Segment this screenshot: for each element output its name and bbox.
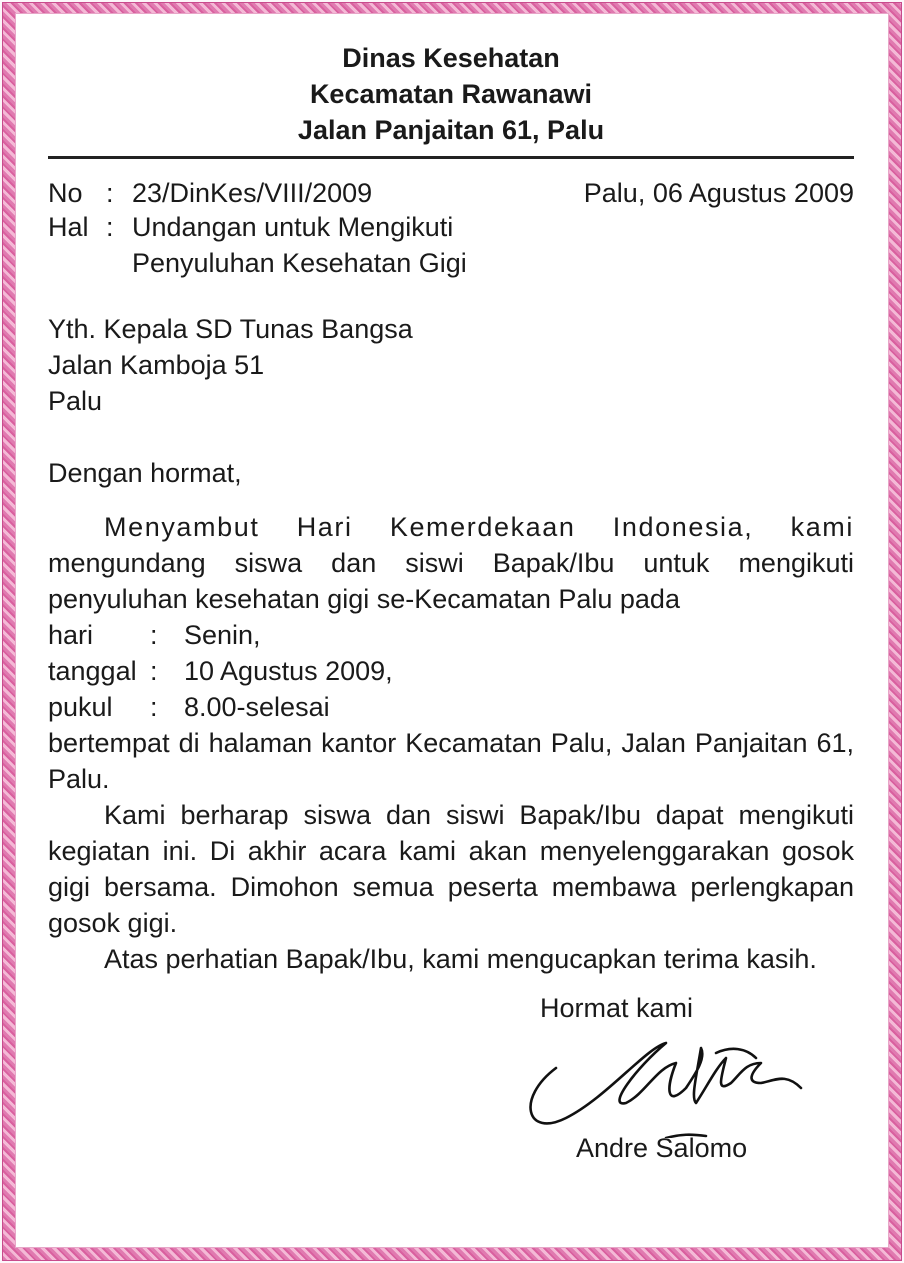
letter-number: 23/DinKes/VIII/2009 xyxy=(132,178,373,208)
signer-name: Andre Salomo xyxy=(576,1133,748,1163)
closing-block xyxy=(540,990,820,1166)
schedule-row-date xyxy=(48,653,854,689)
body-p1-line-2: mengundang siswa dan siswi Bapak/Ibu untuk mengikuti xyxy=(48,548,854,578)
addressee-block xyxy=(48,311,854,419)
schedule-value: 10 Agustus 2009, xyxy=(184,656,393,686)
schedule-colon: : xyxy=(150,692,158,722)
body-paragraph-1 xyxy=(48,509,854,797)
subject-line-2: Penyuluhan Kesehatan Gigi xyxy=(132,248,467,278)
letterhead-district: Kecamatan Rawanawi xyxy=(309,79,593,109)
letterhead-address: Jalan Panjaitan 61, Palu xyxy=(297,115,605,145)
letterhead-divider xyxy=(48,156,854,159)
body-paragraph-3: Atas perhatian Bapak/Ibu, kami mengucapkan terima kasih. xyxy=(104,944,817,974)
subject-line-1: Undangan untuk Mengikuti xyxy=(132,212,454,242)
schedule-value: Senin, xyxy=(184,620,261,650)
letter-date: Palu, 06 Agustus 2009 xyxy=(583,178,854,208)
letterhead xyxy=(48,40,854,148)
addressee-street: Jalan Kamboja 51 xyxy=(48,350,265,380)
number-colon: : xyxy=(106,178,114,208)
subject-label: Hal xyxy=(48,212,89,242)
schedule-label: tanggal xyxy=(48,656,137,686)
signature-image xyxy=(516,1028,816,1138)
body-p1-venue: bertempat di halaman kantor Kecamatan Palu, Jalan Panjaitan 61, Palu. xyxy=(48,728,854,794)
addressee-name: Yth. Kepala SD Tunas Bangsa xyxy=(48,314,413,344)
closing-salutation: Hormat kami xyxy=(540,993,694,1023)
letter-meta xyxy=(48,175,854,278)
schedule-value: 8.00-selesai xyxy=(184,692,330,722)
addressee-city: Palu xyxy=(48,386,103,416)
body-p1-line-1: Menyambut Hari Kemerdekaan Indonesia, kami xyxy=(104,512,854,542)
schedule-row-time xyxy=(48,689,854,725)
schedule-label: hari xyxy=(48,620,94,650)
greeting: Dengan hormat, xyxy=(48,458,242,488)
schedule-colon: : xyxy=(150,656,158,686)
letterhead-office: Dinas Kesehatan xyxy=(342,43,560,73)
body-paragraph-2: Kami berharap siswa dan siswi Bapak/Ibu dapat mengikuti kegiatan ini. Di akhir acara kami akan menyelenggarakan gosok gigi bersama. Dimohon semua peserta membawa perlengkapan gosok gigi. xyxy=(48,800,854,938)
subject-colon: : xyxy=(106,212,114,242)
body-p1-line-3: penyuluhan kesehatan gigi se-Kecamatan Palu pada xyxy=(48,584,680,614)
letter-content xyxy=(48,40,854,977)
schedule-label: pukul xyxy=(48,692,113,722)
number-label: No xyxy=(48,178,83,208)
schedule-row-day xyxy=(48,617,854,653)
schedule-colon: : xyxy=(150,620,158,650)
